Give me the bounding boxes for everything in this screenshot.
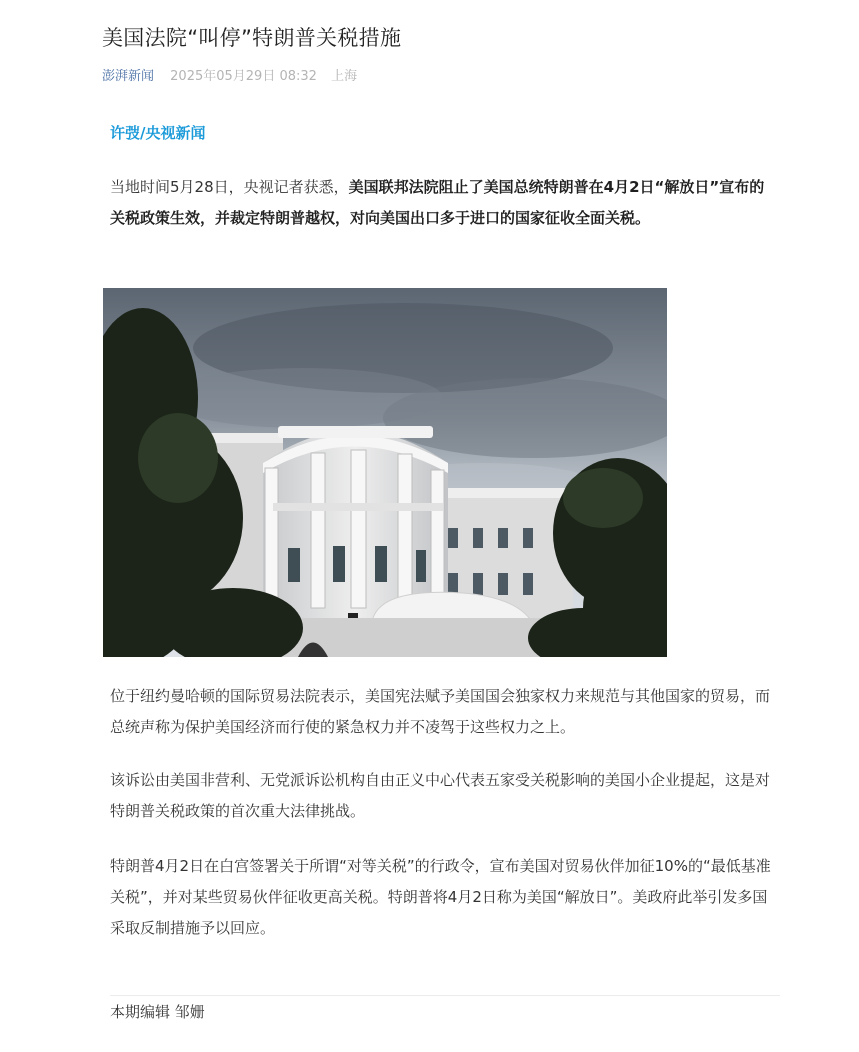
byline: 许弢/央视新闻 <box>110 124 206 142</box>
article-title: 美国法院“叫停”特朗普关税措施 <box>102 26 402 50</box>
paragraph-1-lead: 当地时间5月28日，央视记者获悉， <box>110 178 349 196</box>
publish-time: 2025年05月29日 08:32 <box>170 69 317 84</box>
paragraph-1-bold: 美国联邦法院阻止了美国总统特朗普在4月2日“解放日”宣布的关税政策生效，并裁定特朗普越权，对向美国出口多于进口的国家征收全面关税。 <box>110 178 765 227</box>
white-house-photo <box>103 288 667 657</box>
article-meta <box>102 65 357 84</box>
paragraph-1 <box>110 172 775 234</box>
editor-credit: 本期编辑 邹姗 <box>110 1003 205 1021</box>
paragraph-2: 位于纽约曼哈顿的国际贸易法院表示，美国宪法赋予美国国会独家权力来规范与其他国家的贸易，而总统声称为保护美国经济而行使的紧急权力并不凌驾于这些权力之上。 <box>110 687 771 736</box>
paragraph-4: 特朗普4月2日在白宫签署关于所谓“对等关税”的行政令，宣布美国对贸易伙伴加征10%的“最低基准关税”，并对某些贸易伙伴征收更高关税。特朗普将4月2日称为美国“解放日”。美政府此举引发多国采取反制措施予以回应。 <box>110 857 771 937</box>
divider <box>110 995 780 996</box>
publish-location: 上海 <box>331 69 358 84</box>
paragraph-3: 该诉讼由美国非营利、无党派诉讼机构自由正义中心代表五家受关税影响的美国小企业提起，这是对特朗普关税政策的首次重大法律挑战。 <box>110 771 771 820</box>
source-link[interactable]: 澎湃新闻 <box>102 69 155 84</box>
